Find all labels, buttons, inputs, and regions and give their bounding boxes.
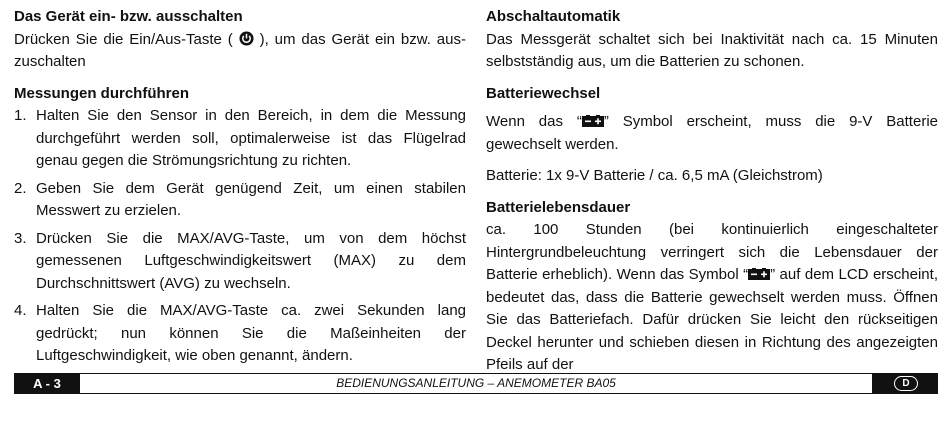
heading-battery-change: Batteriewechsel [486, 84, 601, 102]
step-text: Geben Sie dem Gerät genügend Zeit, um einen stabilen Messwert zu erzielen. [36, 179, 466, 219]
list-item [14, 228, 466, 296]
list-item [14, 178, 466, 223]
list-item [14, 300, 466, 368]
battery-icon [748, 268, 770, 280]
footer-title: BEDIENUNGSANLEITUNG – ANEMOMETER BA05 [336, 376, 616, 390]
step-number: 3. [14, 229, 27, 247]
left-column [14, 6, 466, 368]
page-number-tag: A - 3 [14, 374, 80, 393]
language-label: D [894, 376, 918, 391]
heading-battery-life: Batterielebensdauer [486, 198, 631, 216]
power-text-after: ), um das Gerät ein bzw. auszuschalten [14, 30, 466, 70]
heading-auto-power-off: Abschaltautomatik [486, 8, 621, 25]
paragraph-battery-life [486, 219, 938, 377]
list-item [14, 105, 466, 173]
step-text: Drücken Sie die MAX/AVG-Taste, um von dem höchst gemessenen Luftgeschwindigkeitswert (MAX) zu dem Durchschnittswert (AVG) zu wechseln. [36, 229, 466, 292]
paragraph-battery-change [486, 111, 938, 156]
power-text-before: Drücken Sie die Ein/Aus-Taste ( [14, 30, 239, 48]
battery-life-text-2: ” auf dem LCD erscheint, bedeutet das, dass die Batterie gewechselt werden muss. Öffnen Sie das Batteriefach. Dafür drücken Sie leicht den rückseitigen Deckel herunter und schieben diesen in Richtung des angezeigten Pfeils auf der [486, 266, 938, 373]
battery-life-text-1: ca. 100 Stunden (bei kontinuierlich eingeschalteter Hintergrundbeleuchtung verringert sich die Lebensdauer der Batterie erheblich). Wenn das Symbol “ [486, 221, 938, 283]
battery-spec-value: : 1x 9-V Batterie / ca. 6,5 mA (Gleichstrom) [537, 167, 823, 184]
page-footer [14, 373, 938, 394]
heading-power-on-off: Das Gerät ein- bzw. ausschalten [14, 8, 243, 25]
steps-list [14, 105, 466, 368]
paragraph-power-on-off [14, 29, 466, 74]
language-tag [872, 374, 938, 393]
step-text: Halten Sie die MAX/AVG-Taste ca. zwei Sekunden lang gedrückt; nun können Sie die Maßeinheiten der Luftgeschwindigkeit, wie oben genannt, ändern. [36, 302, 466, 364]
battery-spec-label: Batterie [486, 167, 538, 184]
step-number: 1. [14, 107, 27, 124]
battery-change-text-before: Wenn das “ [486, 113, 582, 130]
step-number: 4. [14, 302, 27, 319]
heading-measurements: Messungen durchführen [14, 84, 190, 102]
paragraph-battery-spec [486, 165, 938, 188]
battery-change-text-after: ” Symbol erscheint, muss die 9-V Batterie gewechselt werden. [486, 113, 938, 153]
step-text: Halten Sie den Sensor in den Bereich, in dem die Messung durchgeführt werden soll, optimalerweise ist das Flügelrad genau gegen die Strömungsrichtung zu richten. [36, 107, 466, 169]
right-column [486, 6, 938, 377]
paragraph-auto-power-off: Das Messgerät schaltet sich bei Inaktivität nach ca. 15 Minuten selbstständig aus, um die Batterien zu schonen. [486, 30, 938, 70]
step-number: 2. [14, 179, 27, 197]
battery-icon [582, 115, 604, 127]
power-icon [239, 31, 254, 46]
